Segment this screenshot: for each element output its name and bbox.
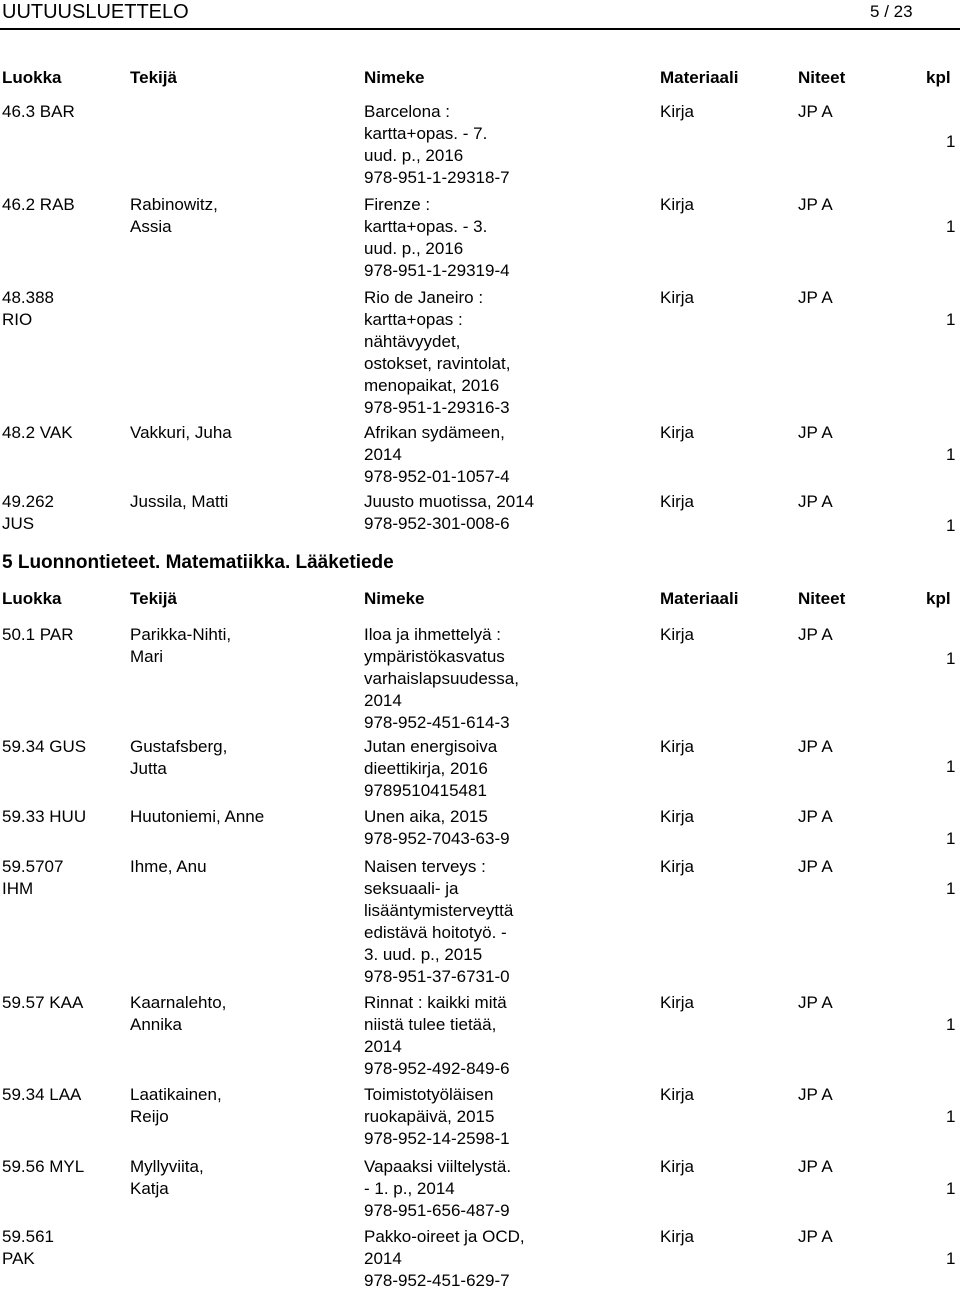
entry-count: 1	[946, 829, 956, 848]
class-line: 48.388	[2, 288, 54, 307]
entry-copies-location: JP A	[798, 1157, 833, 1176]
entry-material: Kirja	[660, 195, 695, 214]
entry-title	[364, 736, 554, 802]
title-line: lisääntymisterveyttä	[364, 901, 514, 920]
entry-title	[364, 491, 554, 535]
class-line: 59.33 HUU	[2, 807, 87, 826]
entry-author	[130, 422, 232, 444]
entry-material: Kirja	[660, 1227, 695, 1246]
title-line: 978-952-451-629-7	[364, 1271, 510, 1290]
entry-material: Kirja	[660, 737, 695, 756]
title-line: nähtävyydet,	[364, 332, 461, 351]
title-line: Toimistotyöläisen	[364, 1085, 494, 1104]
title-line: 978-951-1-29316-3	[364, 398, 510, 417]
col-kpl: kpl	[926, 589, 951, 608]
entry-author	[130, 491, 228, 513]
entry-material: Kirja	[660, 857, 695, 876]
title-line: Rio de Janeiro :	[364, 288, 484, 307]
author-line: Parikka-Nihti,	[130, 625, 232, 644]
entry-material: Kirja	[660, 102, 695, 121]
entry-count: 1	[946, 879, 956, 898]
entry-count: 1	[946, 1179, 956, 1198]
entry-copies-location: JP A	[798, 857, 833, 876]
title-line: edistävä hoitotyö. -	[364, 923, 507, 942]
column-header-row	[0, 67, 960, 89]
col-materiaali: Materiaali	[660, 68, 739, 87]
title-line: Jutan energisoiva	[364, 737, 498, 756]
entry-copies-location: JP A	[798, 737, 833, 756]
class-line: RIO	[2, 310, 33, 329]
entry-title	[364, 1226, 554, 1292]
class-line: 59.5707	[2, 857, 64, 876]
author-line: Katja	[130, 1179, 169, 1198]
col-luokka: Luokka	[2, 589, 62, 608]
title-line: 2014	[364, 1037, 402, 1056]
entry-class	[2, 1084, 81, 1106]
entry-count: 1	[946, 649, 956, 668]
class-line: 46.2 RAB	[2, 195, 75, 214]
title-line: Juusto muotissa, 2014	[364, 492, 535, 511]
title-line: ympäristökasvatus	[364, 647, 505, 666]
entry-author	[130, 624, 231, 668]
title-line: dieettikirja, 2016	[364, 759, 488, 778]
col-nimeke: Nimeke	[364, 68, 425, 87]
entry-copies-location: JP A	[798, 492, 833, 511]
class-line: 59.561	[2, 1227, 54, 1246]
author-line: Annika	[130, 1015, 182, 1034]
title-line: uud. p., 2016	[364, 239, 464, 258]
col-materiaali: Materiaali	[660, 589, 739, 608]
entry-copies-location: JP A	[798, 993, 833, 1012]
entry-count: 1	[946, 1015, 956, 1034]
entry-material: Kirja	[660, 625, 695, 644]
title-line: 2014	[364, 691, 402, 710]
entry-material: Kirja	[660, 288, 695, 307]
entry-author	[130, 1156, 204, 1200]
author-line: Laatikainen,	[130, 1085, 222, 1104]
title-line: 978-952-14-2598-1	[364, 1129, 510, 1148]
author-line: Vakkuri, Juha	[130, 423, 232, 442]
class-line: IHM	[2, 879, 34, 898]
catalog-title: UUTUUSLUETTELO	[2, 1, 189, 23]
class-line: 48.2 VAK	[2, 423, 73, 442]
class-line: PAK	[2, 1249, 35, 1268]
title-line: 978-952-7043-63-9	[364, 829, 510, 848]
entry-author	[130, 992, 226, 1036]
section-heading: 5 Luonnontieteet. Matematiikka. Lääketiede	[2, 552, 394, 573]
col-niteet: Niteet	[798, 589, 846, 608]
title-line: 2014	[364, 1249, 402, 1268]
title-line: 978-951-656-487-9	[364, 1201, 510, 1220]
col-luokka: Luokka	[2, 68, 62, 87]
author-line: Myllyviita,	[130, 1157, 204, 1176]
entry-title	[364, 287, 554, 419]
entry-title	[364, 806, 554, 850]
author-line: Jussila, Matti	[130, 492, 229, 511]
col-nimeke: Nimeke	[364, 589, 425, 608]
title-line: Rinnat : kaikki mitä	[364, 993, 507, 1012]
title-line: uud. p., 2016	[364, 146, 464, 165]
entry-class	[2, 194, 75, 216]
entry-author	[130, 1084, 222, 1128]
class-line: 59.56 MYL	[2, 1157, 85, 1176]
entry-title	[364, 194, 554, 282]
title-line: - 1. p., 2014	[364, 1179, 455, 1198]
entry-author	[130, 736, 227, 780]
col-kpl: kpl	[926, 68, 951, 87]
title-line: kartta+opas :	[364, 310, 463, 329]
title-line: Naisen terveys :	[364, 857, 486, 876]
entry-count: 1	[946, 1249, 956, 1268]
entry-class	[2, 287, 54, 331]
title-line: Iloa ja ihmettelyä :	[364, 625, 502, 644]
title-line: Unen aika, 2015	[364, 807, 488, 826]
author-line: Kaarnalehto,	[130, 993, 227, 1012]
entry-count: 1	[946, 757, 956, 776]
total-pages: 23	[893, 2, 913, 21]
class-line: JUS	[2, 514, 35, 533]
title-line: 9789510415481	[364, 781, 487, 800]
author-line: Jutta	[130, 759, 167, 778]
author-line: Ihme, Anu	[130, 857, 207, 876]
entry-material: Kirja	[660, 1157, 695, 1176]
entry-title	[364, 1156, 554, 1222]
entry-class	[2, 422, 73, 444]
entry-class	[2, 1226, 54, 1270]
title-line: Afrikan sydämeen,	[364, 423, 505, 442]
class-line: 59.34 GUS	[2, 737, 87, 756]
author-line: Rabinowitz,	[130, 195, 218, 214]
entry-author	[130, 194, 218, 238]
title-line: niistä tulee tietää,	[364, 1015, 497, 1034]
entry-title	[364, 992, 554, 1080]
entry-copies-location: JP A	[798, 1227, 833, 1246]
title-line: ostokset, ravintolat,	[364, 354, 511, 373]
entry-copies-location: JP A	[798, 1085, 833, 1104]
col-tekija: Tekijä	[130, 589, 177, 608]
title-line: 978-952-01-1057-4	[364, 467, 510, 486]
entry-title	[364, 856, 554, 988]
entry-class	[2, 101, 75, 123]
entry-class	[2, 856, 63, 900]
column-header-row-2	[0, 588, 960, 610]
current-page: 5	[870, 2, 880, 21]
title-line: 3. uud. p., 2015	[364, 945, 483, 964]
title-line: kartta+opas. - 3.	[364, 217, 488, 236]
class-line: 50.1 PAR	[2, 625, 74, 644]
entry-class	[2, 806, 86, 828]
entry-material: Kirja	[660, 1085, 695, 1104]
title-line: Barcelona :	[364, 102, 450, 121]
class-line: 49.262	[2, 492, 54, 511]
author-line: Reijo	[130, 1107, 169, 1126]
entry-count: 1	[946, 1107, 956, 1126]
title-line: 978-952-301-008-6	[364, 514, 510, 533]
author-line: Assia	[130, 217, 172, 236]
entry-count: 1	[946, 217, 956, 236]
entry-copies-location: JP A	[798, 625, 833, 644]
title-line: seksuaali- ja	[364, 879, 459, 898]
author-line: Huutoniemi, Anne	[130, 807, 265, 826]
entry-count: 1	[946, 516, 956, 535]
title-line: 978-952-492-849-6	[364, 1059, 510, 1078]
title-line: ruokapäivä, 2015	[364, 1107, 495, 1126]
entry-material: Kirja	[660, 807, 695, 826]
entry-count: 1	[946, 445, 956, 464]
entry-title	[364, 624, 554, 734]
entry-copies-location: JP A	[798, 102, 833, 121]
class-line: 46.3 BAR	[2, 102, 75, 121]
class-line: 59.34 LAA	[2, 1085, 82, 1104]
author-line: Gustafsberg,	[130, 737, 228, 756]
page-number: 5 / 23	[870, 2, 913, 21]
entry-copies-location: JP A	[798, 807, 833, 826]
entry-class	[2, 992, 83, 1014]
title-line: Vapaaksi viiltelystä.	[364, 1157, 512, 1176]
title-line: kartta+opas. - 7.	[364, 124, 488, 143]
entry-copies-location: JP A	[798, 195, 833, 214]
title-line: Firenze :	[364, 195, 431, 214]
entry-class	[2, 736, 86, 758]
entry-title	[364, 1084, 554, 1150]
entry-copies-location: JP A	[798, 423, 833, 442]
entry-material: Kirja	[660, 993, 695, 1012]
title-line: Pakko-oireet ja OCD,	[364, 1227, 525, 1246]
entry-copies-location: JP A	[798, 288, 833, 307]
entry-count: 1	[946, 310, 956, 329]
class-line: 59.57 KAA	[2, 993, 84, 1012]
entry-class	[2, 491, 54, 535]
author-line: Mari	[130, 647, 164, 666]
col-tekija: Tekijä	[130, 68, 177, 87]
entry-title	[364, 422, 554, 488]
entry-class	[2, 1156, 84, 1178]
entry-material: Kirja	[660, 492, 695, 511]
header-rule	[0, 28, 960, 30]
col-niteet: Niteet	[798, 68, 846, 87]
title-line: 978-951-1-29318-7	[364, 168, 510, 187]
entry-author	[130, 806, 264, 828]
title-line: menopaikat, 2016	[364, 376, 500, 395]
entry-class	[2, 624, 74, 646]
entry-title	[364, 101, 554, 189]
title-line: 978-952-451-614-3	[364, 713, 510, 732]
title-line: 978-951-1-29319-4	[364, 261, 510, 280]
entry-author	[130, 856, 207, 878]
title-line: 978-951-37-6731-0	[364, 967, 510, 986]
title-line: varhaislapsuudessa,	[364, 669, 519, 688]
entry-material: Kirja	[660, 423, 695, 442]
title-line: 2014	[364, 445, 402, 464]
entry-count: 1	[946, 132, 956, 151]
